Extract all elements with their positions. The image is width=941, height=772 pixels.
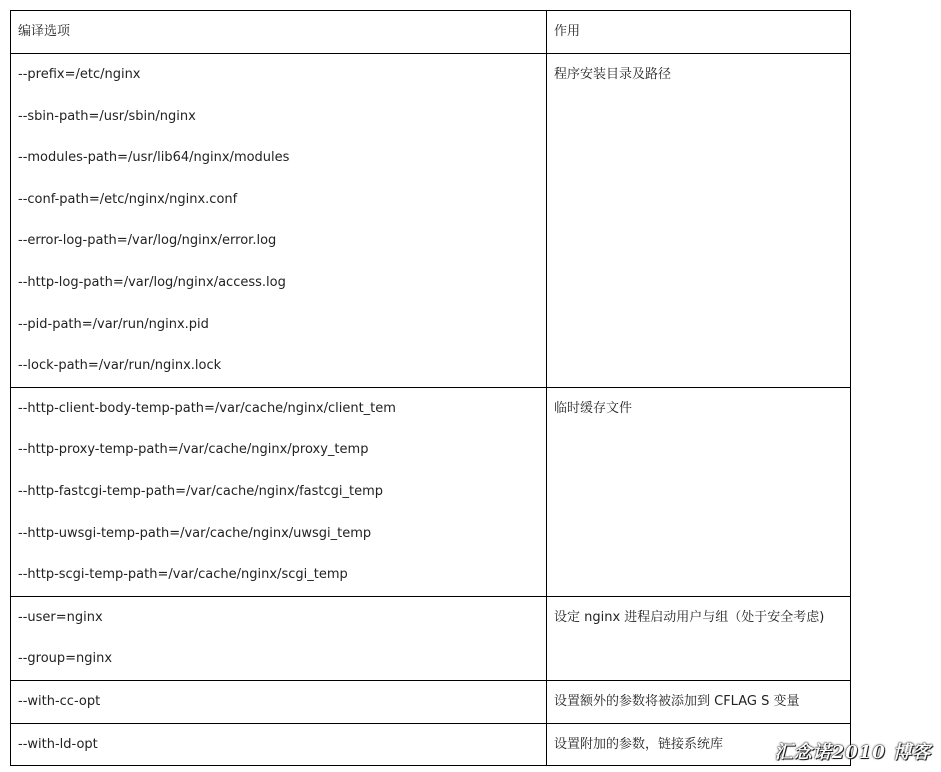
purpose-cell bbox=[547, 387, 851, 596]
option-text: --http-fastcgi-temp-path=/var/cache/nginx/fastcgi_temp bbox=[18, 483, 384, 499]
table-row-ld-opt bbox=[11, 723, 851, 766]
purpose-text: 设定 nginx 进程启动用户与组（处于安全考虑) bbox=[554, 609, 825, 625]
table-row-install-paths bbox=[11, 54, 851, 388]
purpose-text: 设置额外的参数将被添加到 CFLAG S 变量 bbox=[554, 693, 800, 709]
option-text: --prefix=/etc/nginx bbox=[18, 67, 141, 82]
purpose-text: 程序安装目录及路径 bbox=[554, 67, 672, 82]
header-cell-options bbox=[11, 11, 547, 54]
purpose-cell bbox=[547, 54, 851, 388]
option-text: --http-uwsgi-temp-path=/var/cache/nginx/uwsgi_temp bbox=[18, 525, 372, 541]
watermark-logo: 汇念诺2010 博客 bbox=[774, 742, 931, 763]
option-text: --error-log-path=/var/log/nginx/error.log bbox=[18, 233, 277, 249]
options-cell bbox=[11, 387, 547, 596]
options-cell bbox=[11, 680, 547, 723]
table-row-user-group bbox=[11, 596, 851, 680]
option-text: --pid-path=/var/run/nginx.pid bbox=[18, 316, 209, 332]
option-text: --with-cc-opt bbox=[18, 693, 101, 709]
option-text: --user=nginx bbox=[18, 609, 103, 625]
table-row-cc-opt bbox=[11, 680, 851, 723]
table-header-row bbox=[11, 11, 851, 54]
option-text: --group=nginx bbox=[18, 651, 113, 667]
table-row-temp-paths bbox=[11, 387, 851, 596]
options-cell bbox=[11, 596, 547, 680]
option-text: --lock-path=/var/run/nginx.lock bbox=[18, 358, 222, 374]
header-options-label: 编译选项 bbox=[18, 24, 71, 39]
option-text: --conf-path=/etc/nginx/nginx.conf bbox=[18, 191, 238, 207]
option-text: --http-log-path=/var/log/nginx/access.log bbox=[18, 274, 286, 290]
purpose-text: 临时缓存文件 bbox=[554, 400, 633, 416]
header-purpose-label: 作用 bbox=[554, 24, 581, 39]
options-cell bbox=[11, 723, 547, 766]
option-text: --sbin-path=/usr/sbin/nginx bbox=[18, 108, 196, 124]
option-text: --http-client-body-temp-path=/var/cache/nginx/client_tem bbox=[18, 400, 396, 416]
header-cell-purpose bbox=[547, 11, 851, 54]
option-text: --http-scgi-temp-path=/var/cache/nginx/scgi_temp bbox=[18, 567, 348, 583]
compile-options-table bbox=[10, 10, 851, 766]
purpose-text: 设置附加的参数，链接系统库 bbox=[554, 736, 724, 752]
option-text: --http-proxy-temp-path=/var/cache/nginx/proxy_temp bbox=[18, 442, 369, 458]
purpose-cell bbox=[547, 680, 851, 723]
purpose-cell bbox=[547, 596, 851, 680]
option-text: --with-ld-opt bbox=[18, 736, 98, 752]
options-cell bbox=[11, 54, 547, 388]
option-text: --modules-path=/usr/lib64/nginx/modules bbox=[18, 150, 290, 166]
